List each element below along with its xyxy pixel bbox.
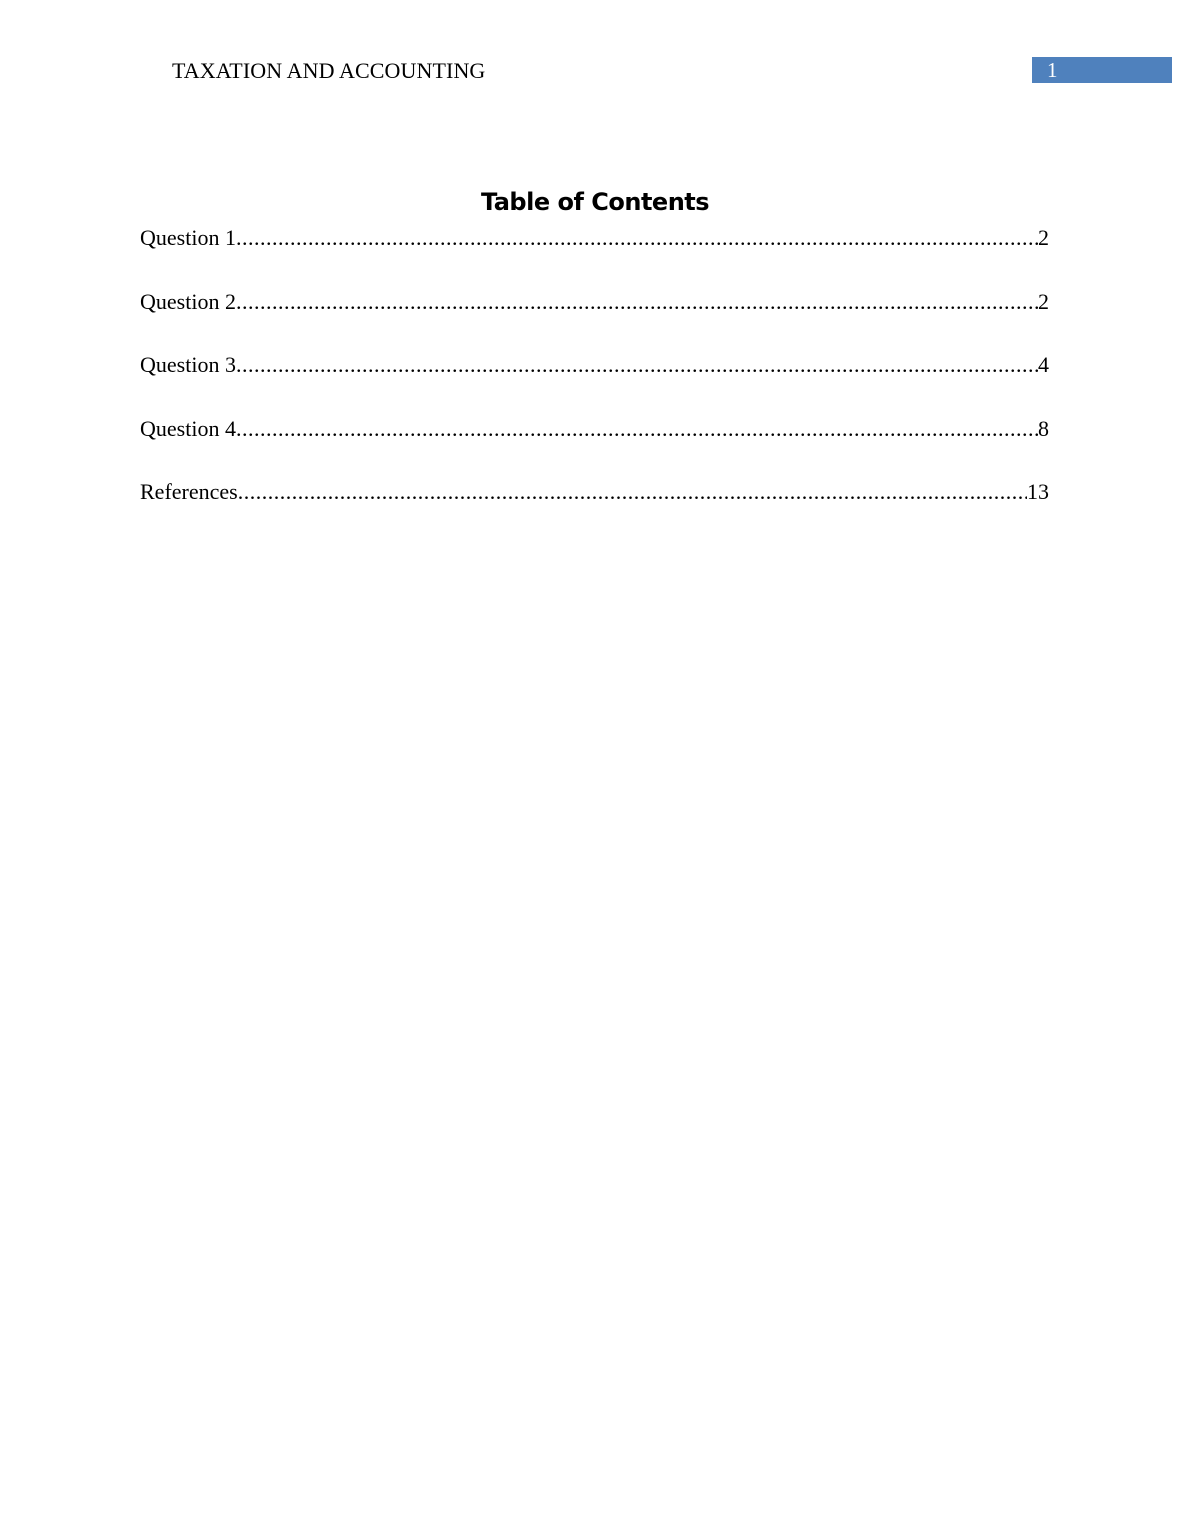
toc-entry-page: 8	[1038, 415, 1049, 441]
header-title: TAXATION AND ACCOUNTING	[172, 58, 486, 83]
page-number-badge	[1032, 57, 1172, 83]
toc-entry-label: Question 1	[140, 225, 236, 250]
toc-dot-leader	[238, 477, 1027, 507]
toc-heading: Table of Contents	[480, 188, 710, 216]
toc-entry-question-4[interactable]	[140, 414, 1049, 478]
toc-entry-label: Question 3	[140, 352, 236, 377]
toc-entry-question-2[interactable]	[140, 287, 1049, 351]
toc-entry-page: 2	[1038, 288, 1049, 314]
toc-dot-leader	[236, 287, 1038, 317]
toc-entry-references[interactable]	[140, 477, 1049, 541]
toc-entry-label: References	[140, 479, 238, 504]
toc-entry-page: 4	[1038, 352, 1049, 377]
toc-entry-page: 2	[1038, 225, 1049, 250]
toc-entry-question-1[interactable]	[140, 223, 1049, 287]
page-number: 1	[1047, 58, 1058, 82]
toc-entry-question-3[interactable]	[140, 350, 1049, 414]
toc-entry-label: Question 2	[140, 288, 236, 314]
toc-entry-label: Question 4	[140, 415, 236, 441]
toc-dot-leader	[236, 350, 1038, 380]
toc-entry-page: 13	[1027, 479, 1049, 504]
toc-dot-leader	[236, 223, 1038, 253]
toc-dot-leader	[236, 414, 1038, 444]
toc-list	[140, 223, 1049, 541]
